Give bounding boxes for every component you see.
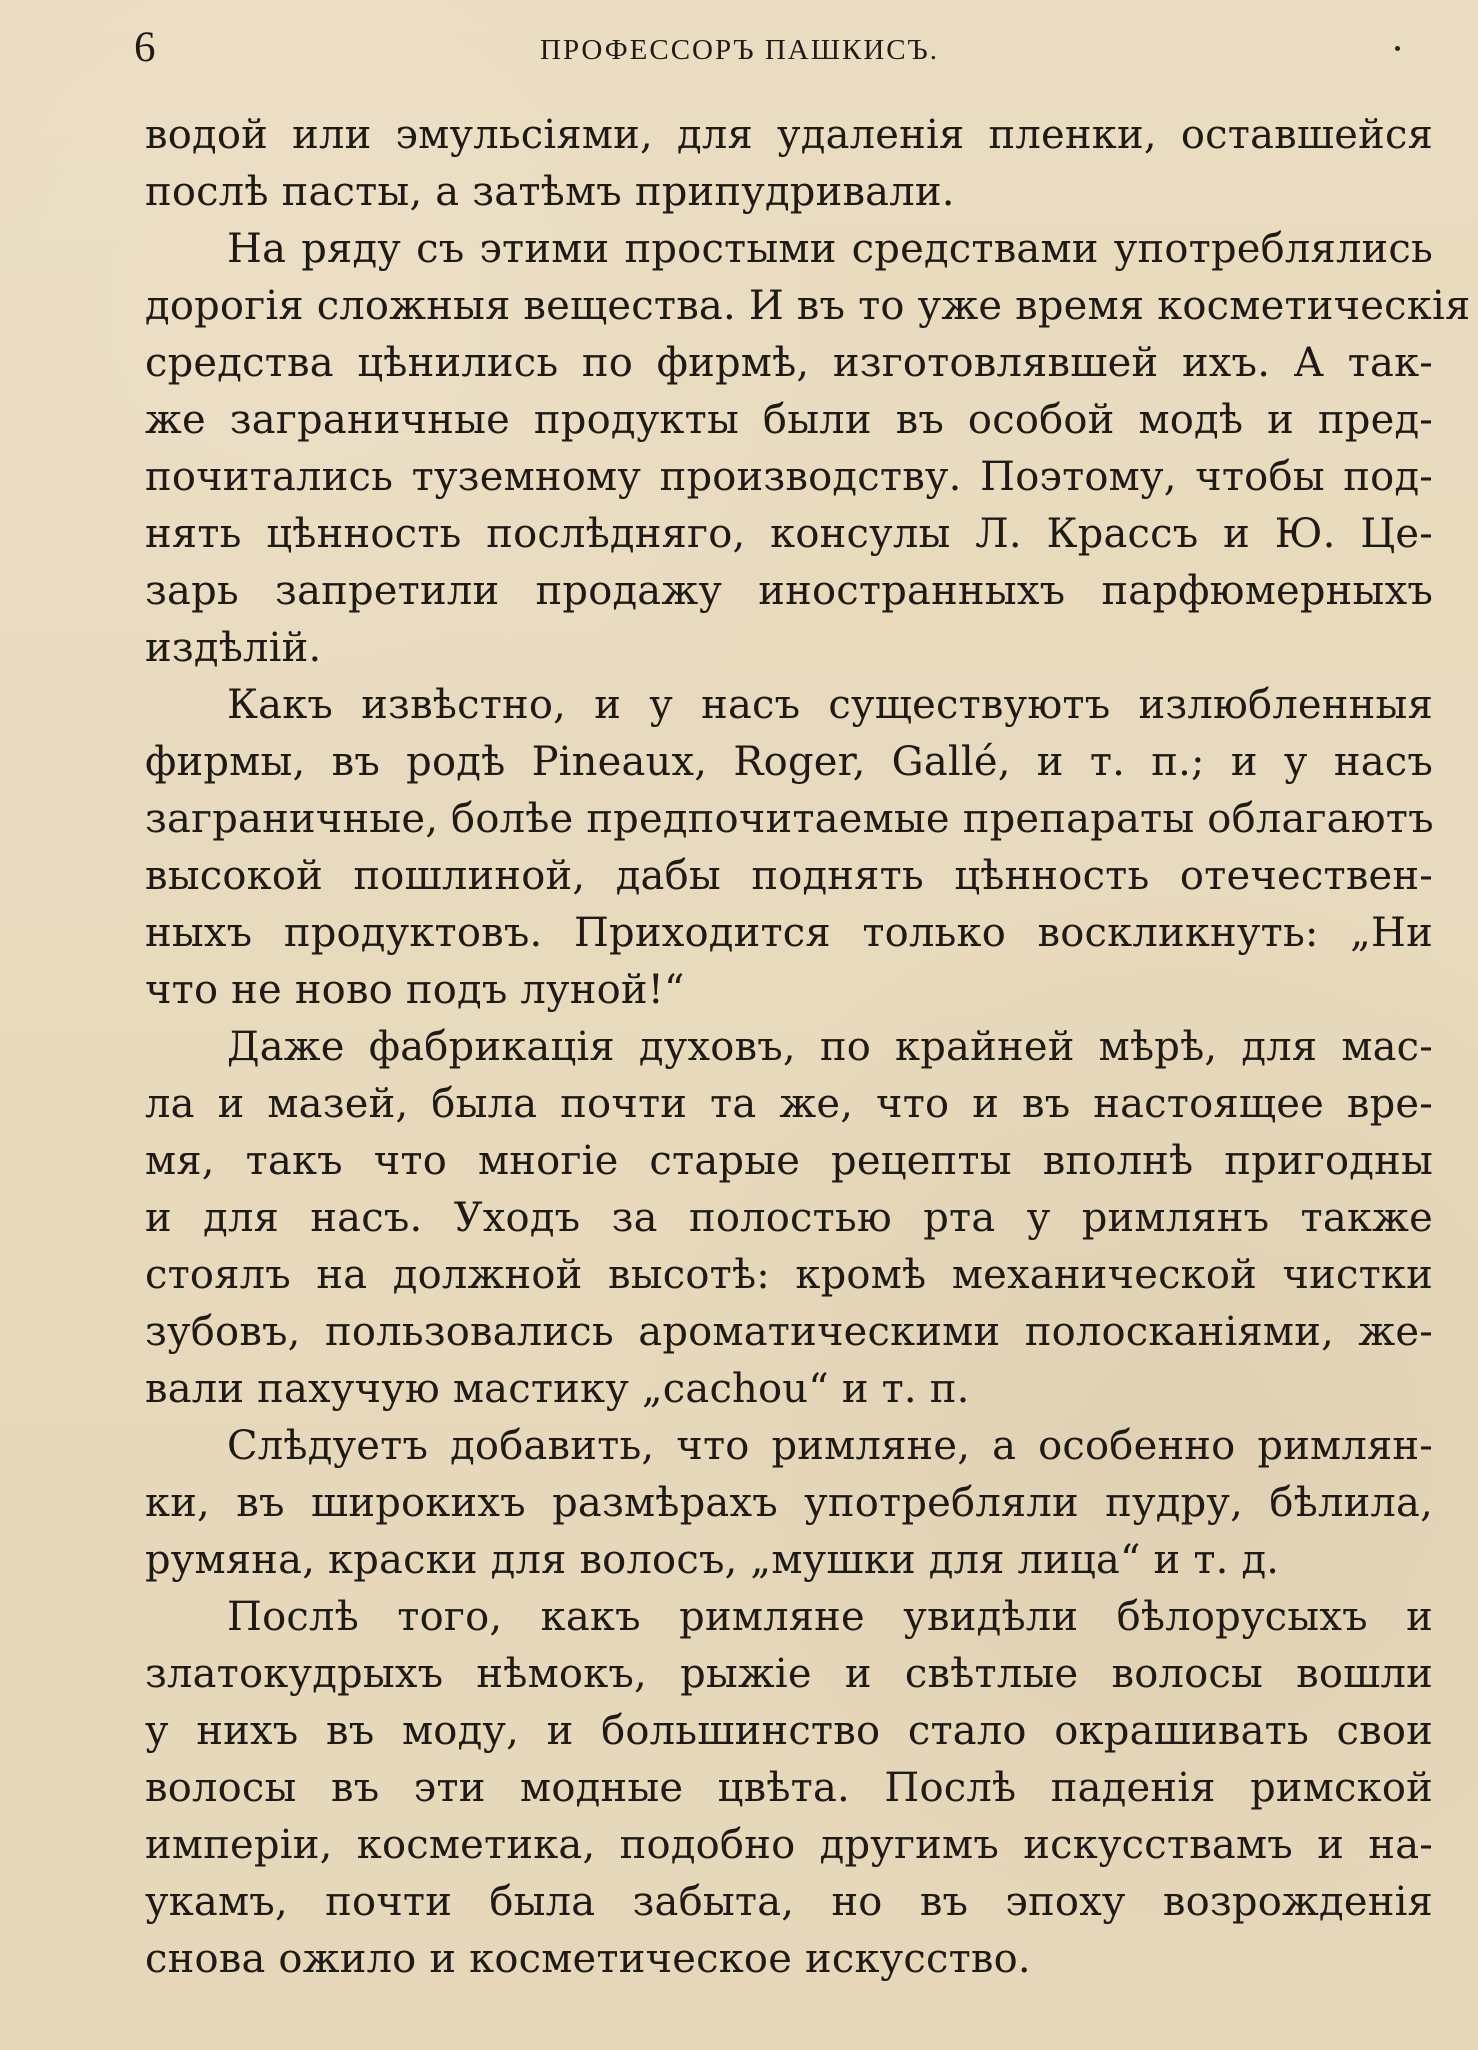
text-line: Послѣ того, какъ римляне увидѣли бѣлорусыхъ и [227,1594,1433,1640]
body-text [145,107,1471,1988]
text-line: волосы въ эти модные цвѣта. Послѣ паденія римской [145,1765,1433,1811]
text-line: ла и мазей, была почти та же, что и въ настоящее вре- [145,1081,1433,1127]
text-line: ки, въ широкихъ размѣрахъ употребляли пудру, бѣлила, [145,1480,1433,1526]
text-line: Слѣдуетъ добавить, что римляне, а особенно римлян- [227,1423,1433,1469]
running-head [134,26,1434,86]
text-line: и для насъ. Уходъ за полостью рта у римлянъ также [145,1195,1433,1241]
text-line: Даже фабрикація духовъ, по крайней мѣрѣ, для мас- [227,1024,1433,1070]
text-line: послѣ пасты, а затѣмъ припудривали. [145,169,955,215]
text-line: же заграничные продукты были въ особой модѣ и пред- [145,397,1433,443]
running-title: ПРОФЕССОРЪ ПАШКИСЪ. [540,34,939,66]
text-line: зубовъ, пользовались ароматическими полосканіями, же- [145,1309,1433,1355]
text-line: что не ново подъ луной!“ [145,967,685,1013]
text-line: зарь запретили продажу иностранныхъ парфюмерныхъ [145,568,1433,614]
text-line: Какъ извѣстно, и у насъ существуютъ излюбленныя [227,682,1433,728]
header-dot [1395,46,1400,51]
text-line: снова ожило и косметическое искусство. [145,1936,1031,1982]
text-line: средства цѣнились по фирмѣ, изготовлявшей ихъ. А так- [145,340,1433,386]
page-number: 6 [134,24,156,71]
text-line: нять цѣнность послѣдняго, консулы Л. Крассъ и Ю. Це- [145,511,1433,557]
text-line: заграничные, болѣе предпочитаемые препараты облагаютъ [145,796,1434,842]
text-line: ныхъ продуктовъ. Приходится только воскликнуть: „Ни [145,910,1433,956]
text-line: вали пахучую мастику „cachou“ и т. п. [145,1366,970,1412]
text-line: дорогія сложныя вещества. И въ то уже время косметическія [145,283,1471,329]
text-line: стоялъ на должной высотѣ: кромѣ механической чистки [145,1252,1433,1298]
text-line: фирмы, въ родѣ Pineaux, Roger, Gallé, и т. п.; и у насъ [145,739,1433,785]
text-line: румяна, краски для волосъ, „мушки для лица“ и т. д. [145,1537,1280,1583]
text-line: имперіи, косметика, подобно другимъ искусствамъ и на- [145,1822,1433,1868]
text-line: высокой пошлиной, дабы поднять цѣнность отечествен- [145,853,1433,899]
text-line: издѣлій. [145,625,322,671]
text-line: мя, такъ что многіе старые рецепты вполнѣ пригодны [145,1138,1433,1184]
text-line: На ряду съ этими простыми средствами употреблялись [227,226,1433,272]
text-line: укамъ, почти была забыта, но въ эпоху возрожденія [145,1879,1433,1925]
text-line: у нихъ въ моду, и большинство стало окрашивать свои [145,1708,1433,1754]
text-line: златокудрыхъ нѣмокъ, рыжіе и свѣтлые волосы вошли [145,1651,1433,1697]
text-line: водой или эмульсіями, для удаленія пленки, оставшейся [145,112,1433,158]
text-line: почитались туземному производству. Поэтому, чтобы под- [145,454,1433,500]
